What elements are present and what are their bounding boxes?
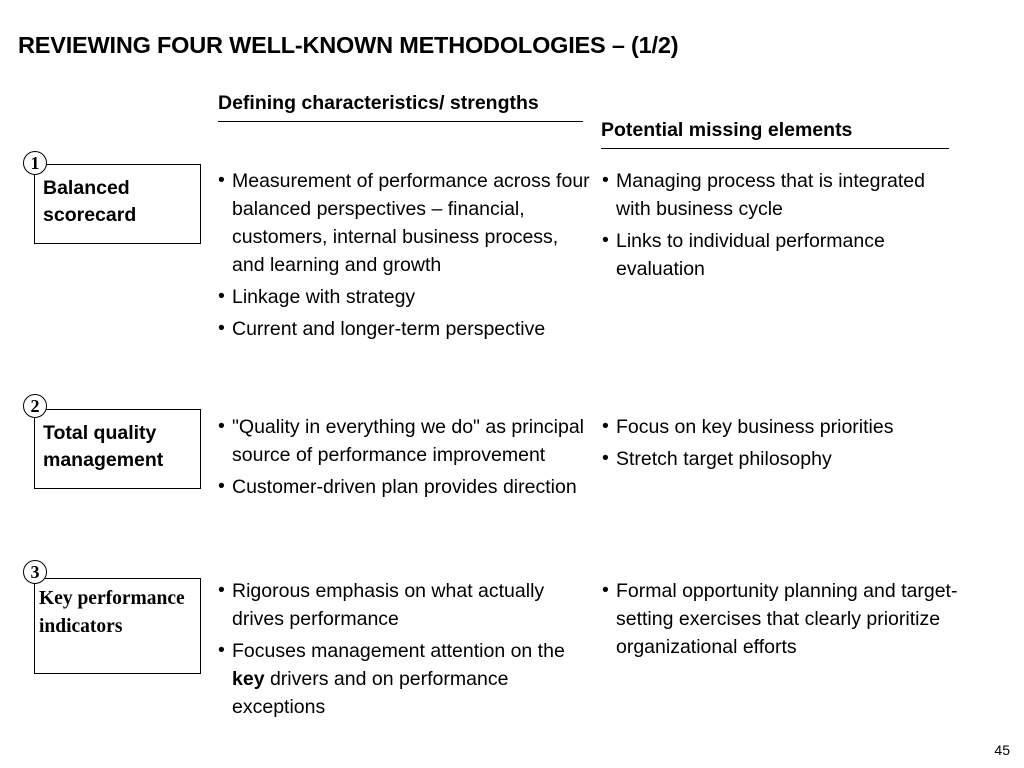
bullet-icon: •	[602, 447, 609, 469]
methodology-name: Total quality management	[43, 422, 164, 471]
missing-list-3	[602, 577, 962, 665]
list-item: • Formal opportunity planning and target-setting exercises that clearly prioritize organizational efforts	[602, 577, 962, 661]
list-item: • Measurement of performance across four balanced perspectives – financial, customers, internal business process, and learning and growth	[218, 167, 593, 279]
missing-list-2	[602, 413, 962, 477]
bullet-icon: •	[218, 285, 225, 307]
page-number: 45	[994, 742, 1010, 758]
methodology-name: Key performance indicators	[39, 588, 185, 637]
list-item: • Linkage with strategy	[218, 283, 593, 311]
methodology-number-badge-1: 1	[23, 151, 47, 175]
list-item: • Rigorous emphasis on what actually drives performance	[218, 577, 593, 633]
list-item: • Focuses management attention on the key drivers and on performance exceptions	[218, 637, 593, 721]
list-item: • Stretch target philosophy	[602, 445, 962, 473]
bullet-icon: •	[218, 579, 225, 601]
methodology-box-total-quality-management	[34, 409, 201, 489]
bullet-icon: •	[602, 579, 609, 601]
methodology-number-badge-2: 2	[23, 394, 47, 418]
methodology-number-badge-3: 3	[23, 560, 47, 584]
list-item: • Focus on key business priorities	[602, 413, 962, 441]
strengths-list-1	[218, 167, 593, 347]
methodology-box-key-performance-indicators	[34, 578, 201, 674]
methodology-name: Balanced scorecard	[43, 177, 137, 226]
list-item: • Links to individual performance evaluation	[602, 227, 962, 283]
list-item: • "Quality in everything we do" as principal source of performance improvement	[218, 413, 593, 469]
bullet-icon: •	[602, 415, 609, 437]
list-item: • Current and longer-term perspective	[218, 315, 593, 343]
strengths-list-2	[218, 413, 593, 505]
bullet-icon: •	[602, 229, 609, 251]
strengths-column-header: Defining characteristics/ strengths	[218, 90, 583, 122]
methodology-box-balanced-scorecard	[34, 164, 201, 244]
missing-list-1	[602, 167, 962, 287]
emphasis-key: key	[232, 668, 265, 690]
bullet-icon: •	[602, 169, 609, 191]
bullet-icon: •	[218, 415, 225, 437]
bullet-icon: •	[218, 317, 225, 339]
strengths-list-3	[218, 577, 593, 725]
bullet-icon: •	[218, 169, 225, 191]
missing-elements-column-header: Potential missing elements	[601, 117, 949, 149]
slide-title: REVIEWING FOUR WELL-KNOWN METHODOLOGIES – (1/2)	[18, 32, 679, 58]
list-item: • Customer-driven plan provides direction	[218, 473, 593, 501]
bullet-icon: •	[218, 475, 225, 497]
list-item: • Managing process that is integrated with business cycle	[602, 167, 962, 223]
bullet-icon: •	[218, 639, 225, 661]
